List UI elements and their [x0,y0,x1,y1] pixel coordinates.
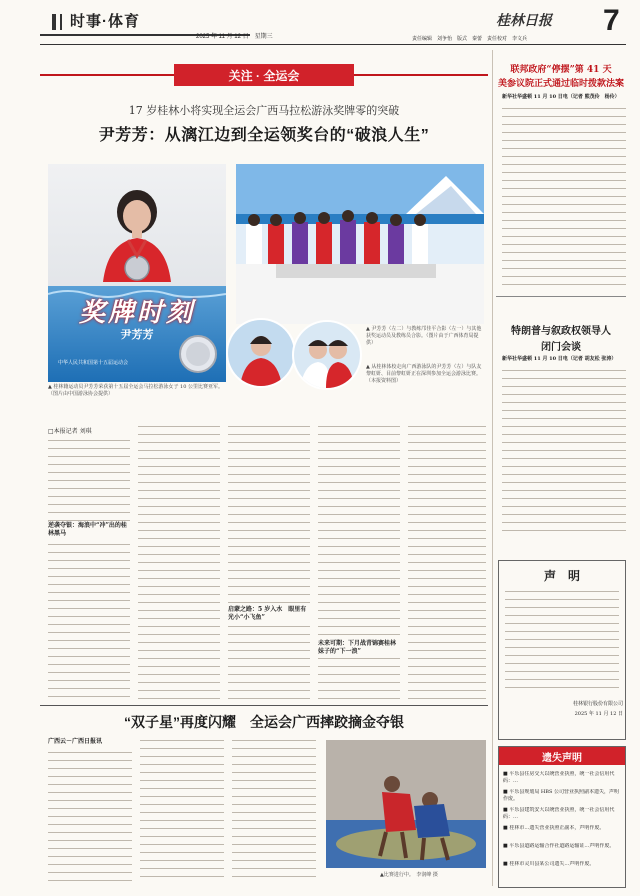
section-divider [40,705,488,706]
column-divider [492,50,493,886]
ceremony-photo-graphic [236,164,484,324]
article-headline: 尹芳芳：从漓江边到全运领奖台的“破浪人生” [98,127,430,144]
story-trump-syria [496,300,626,536]
inset-photo-2 [292,320,362,390]
story2-dateline: 新华社华盛顿 11 月 10 日电（记者 胡友松 张涛） [502,356,617,362]
lost-notice-box [498,746,626,888]
photo-caption-1: ▲ 桂林籍运动员尹芳芳荣获第十五届全运会马拉松游泳女子 10 公里比赛亚军。（图片由中国游泳协会提供） [48,384,223,397]
wrestling-column-3 [232,740,316,886]
wrestling-caption: ▲比赛进行中。 李润峰 摄 [380,872,438,878]
feature-article [40,50,488,700]
notice-title: 声 明 [543,569,580,583]
lost-item-4: ■ 桂林市…遗失营业执照正副本，声明作废。 [503,825,605,831]
ceremony-photo [236,164,484,324]
story1-headline-1: 联邦政府“停摆”第 41 天 [510,65,612,75]
section-tab [40,8,250,36]
story1-headline-2: 美参议院正式通过临时拨款法案 [497,79,624,89]
story2-headline-2: 闭门会谈 [541,342,581,353]
section-name: 时事·体育 [70,13,140,30]
topic-banner [40,64,488,86]
editor-credits: 责任编辑 刘争怡 版式 秦蕾 责任校对 李文兵 [412,36,528,42]
overlay-name: 尹芳芳 [120,328,154,341]
overlay-subtitle: 中华人民共和国第十五届运动会 [58,360,129,366]
page-number: 7 [603,4,620,37]
story1-body [502,108,626,292]
story2-headline-1: 特朗普与叙政权领导人 [511,326,611,337]
wrestling-article [40,708,488,888]
notice-date: 2025 年 11 月 12 日 [574,711,623,717]
inset-photo-1-graphic [228,320,294,386]
newspaper-name: 桂林日报 [496,13,552,29]
overlay-title: 奖牌时刻 [78,297,195,327]
body-column-5 [408,426,486,708]
page-header [0,0,640,44]
header-rule [40,44,626,45]
article-subtitle: 17 岁桂林小将实现全运会广西马拉松游泳奖牌零的突破 [128,104,400,117]
section-marker-icon-2 [60,14,62,30]
wrestling-dateline: 广西云－广西日报讯 [48,738,103,745]
story1-dateline: 新华社华盛顿 11 月 10 日电（记者 熊茂伶 杨伶） [502,94,620,100]
story-us-shutdown [496,62,626,292]
lost-notice-title: 遗失声明 [542,753,582,764]
subhead-2: 启蒙之路：5 岁入水 眼里有光小“小飞鱼” [228,606,310,622]
inset-photo-2-graphic [294,322,360,388]
body-column-1 [48,440,130,706]
lost-item-1: ■ 平乐县住房交大以统营业执照，统一社会信用代码：… [503,771,615,784]
issue-date: 2025 年 11 月 12 日 星期三 [196,34,273,40]
wrestling-headline: “双子星”再度闪耀 全运会广西摔跤摘金夺银 [124,714,404,730]
medal-photo [48,164,226,382]
body-column-3 [228,426,310,708]
lost-item-5: ■ 平乐县道路运输合作社道路运输证…声明作废。 [503,843,615,849]
notice-body [505,591,619,691]
body-column-4 [318,426,400,708]
inset-photo-1 [226,318,296,388]
right-divider-1 [496,296,626,297]
notice-signature: 桂林银行股份有限公司 [572,701,623,707]
medal-photo-graphic [48,164,226,382]
lost-item-6: ■ 桂林市灵川县某公司遗失…声明作废。 [503,861,595,867]
lost-item-3: ■ 平乐县建筑安大以统营业执照，统一社会信用代码：… [503,807,615,820]
subhead-1: 逆袭夺银：海浪中“冲”出的桂林黑马 [48,522,130,538]
subhead-3: 未来可期：下月战青锦赛桂林妹子的“下一浪” [318,640,400,656]
banner-text: 关注 · 全运会 [228,69,300,83]
wrestling-column-2 [140,740,224,886]
reporter-byline: □本报记者 刘琪 [48,428,92,435]
wrestling-photo [326,740,486,868]
photo-caption-2: ▲ 尹芳芳（左二）与教练邝佳平合影（左一）与其他获奖运动员及教练员合影。（图片由于广西体育局提供） [366,326,482,346]
section-marker-icon [52,14,56,30]
wrestling-column-1 [48,752,132,886]
story2-body [502,370,626,536]
wrestling-photo-graphic [326,740,486,868]
notice-box [498,560,626,740]
body-column-2 [138,426,220,708]
photo-caption-3: ▲ 从桂林体校走向广西游泳队的尹芳芳（左）与队友黎虹妍、目前黎虹妍正在深圳参加全运会游泳比赛。（本报资料图） [366,364,482,384]
lost-item-2: ■ 平乐县规划局 HBS 公司营业执照副本遗失，声明作废。 [503,789,619,802]
